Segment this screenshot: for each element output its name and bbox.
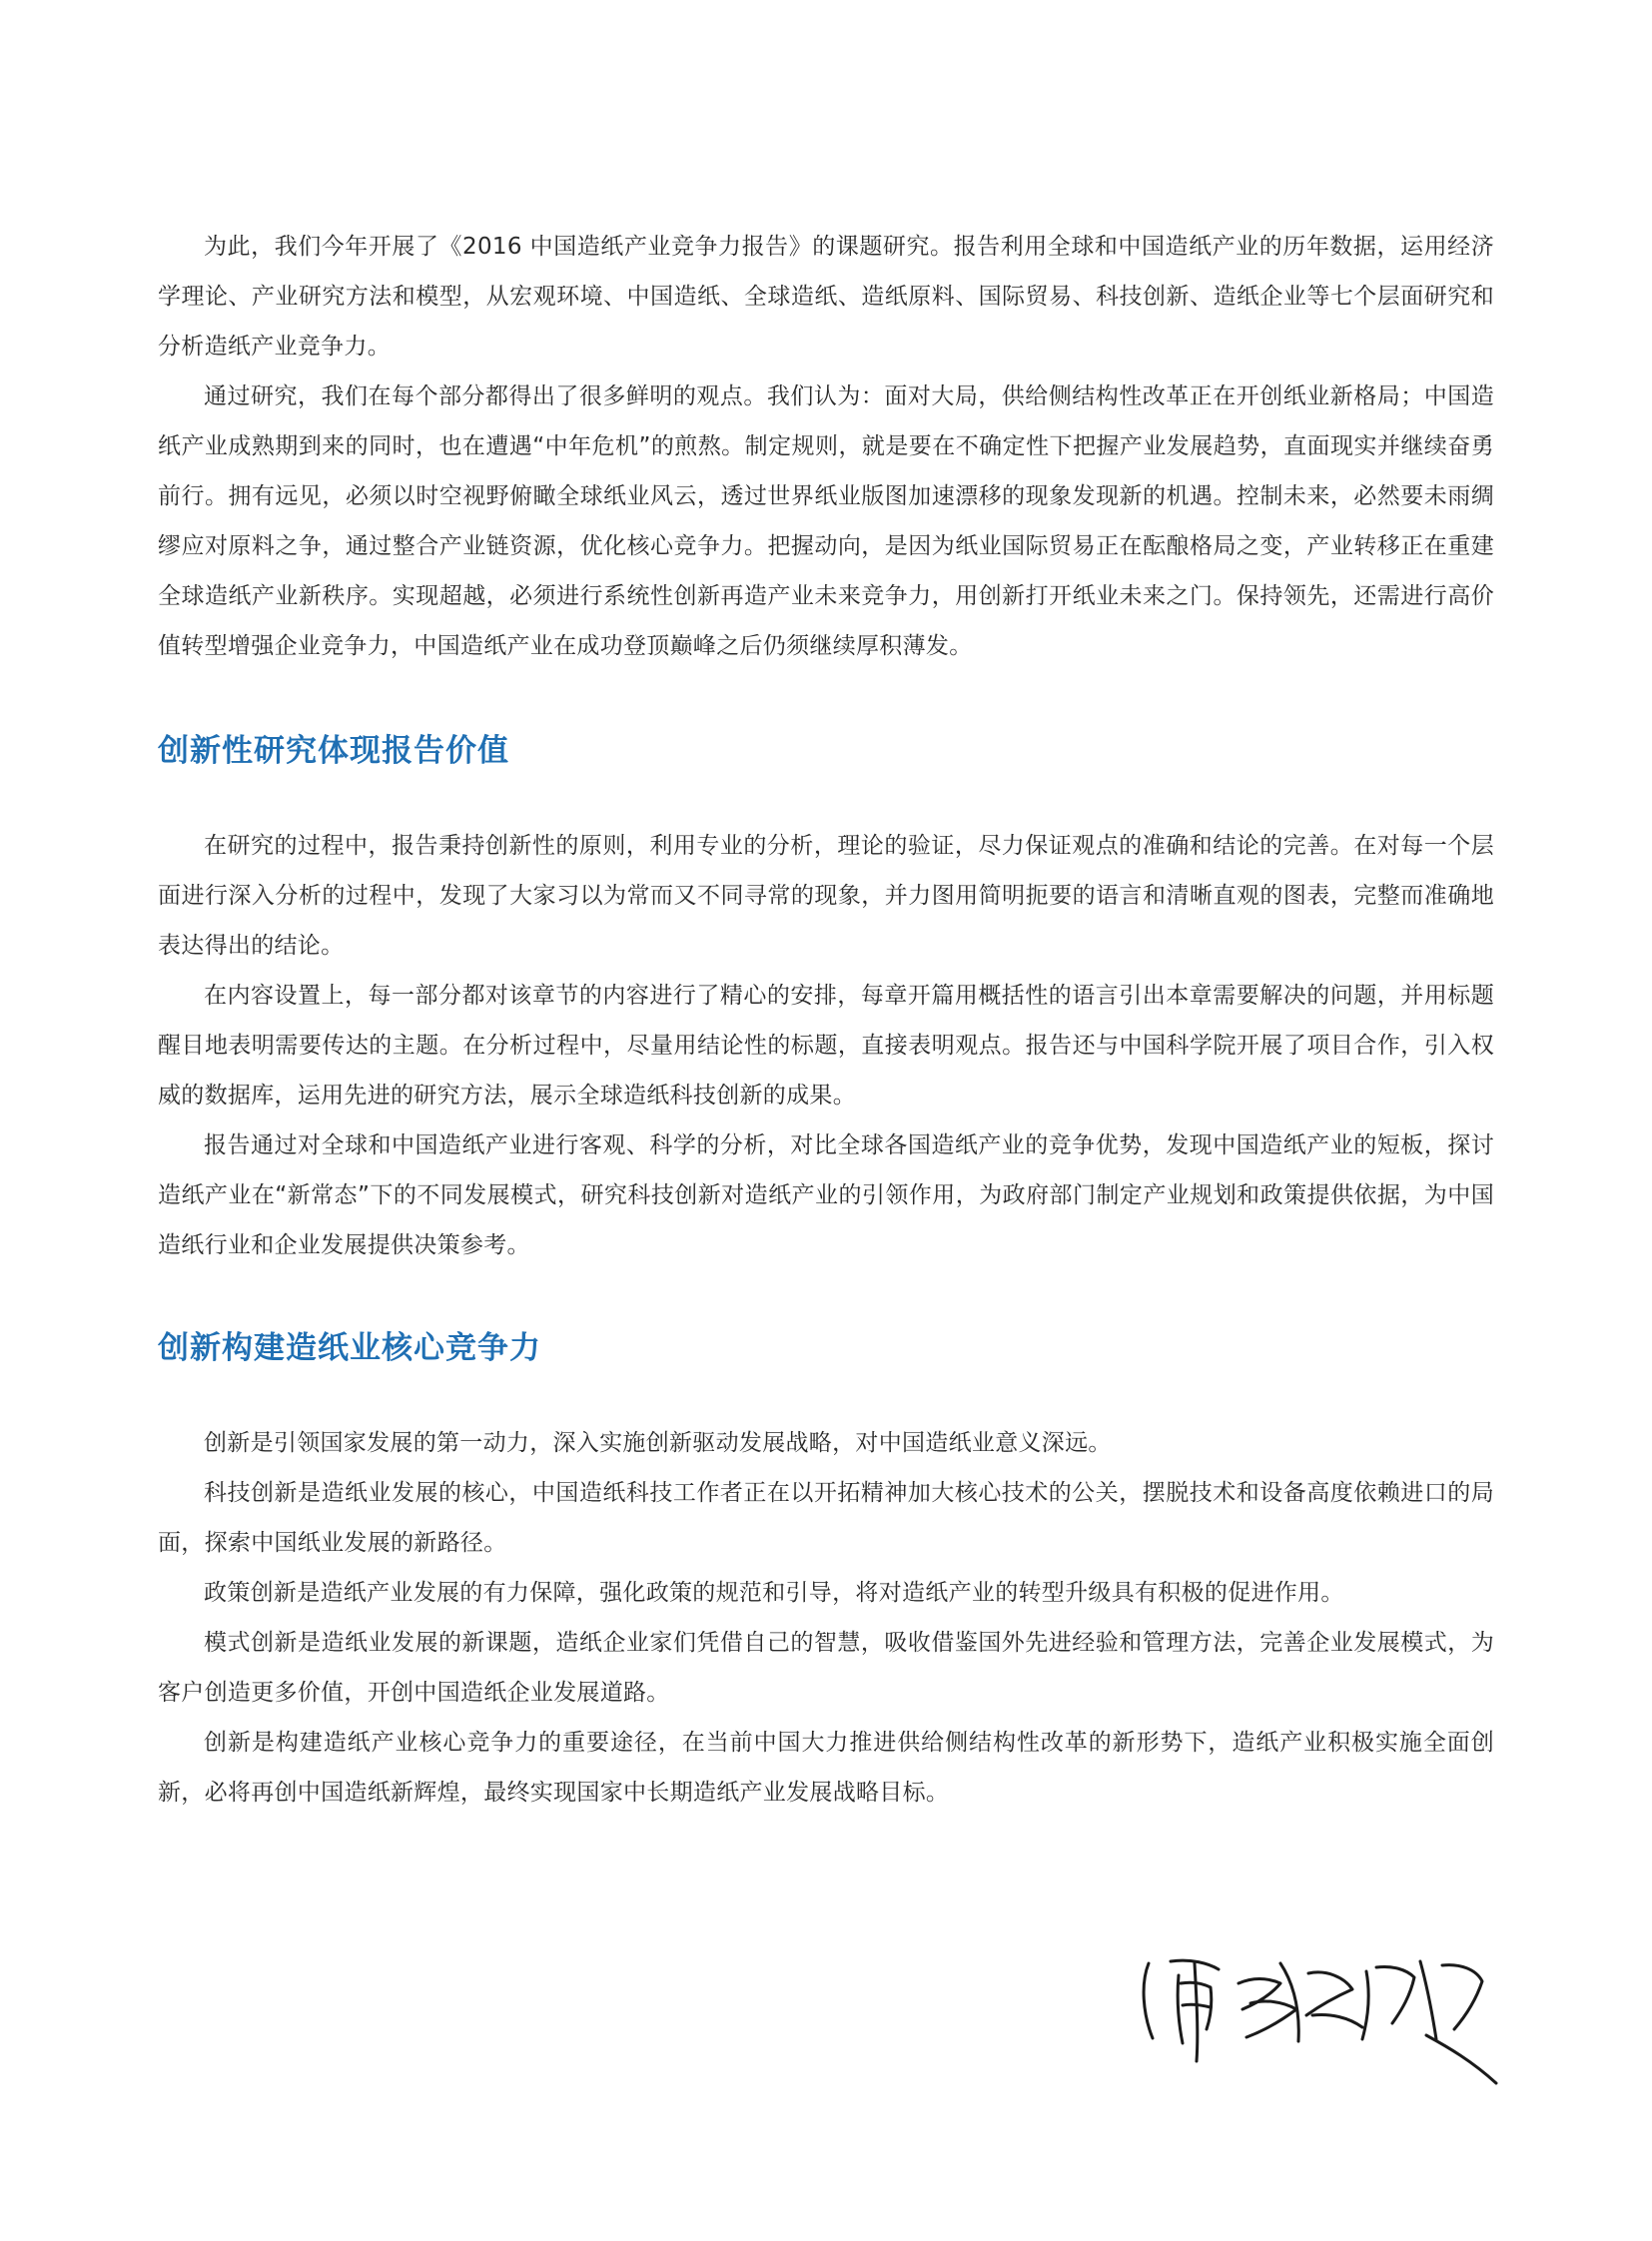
paragraph: 模式创新是造纸业发展的新课题，造纸企业家们凭借自己的智慧，吸收借鉴国外先进经验和管理方法，完善企业发展模式，为客户创造更多价值，开创中国造纸企业发展道路。 — [158, 1630, 1494, 1706]
intro-section — [158, 222, 1494, 671]
paragraph: 创新是构建造纸产业核心竞争力的重要途径，在当前中国大力推进供给侧结构性改革的新形势下，造纸产业积极实施全面创新，必将再创中国造纸新辉煌，最终实现国家中长期造纸产业发展战略目标。 — [158, 1730, 1494, 1806]
paragraph: 创新是引领国家发展的第一动力，深入实施创新驱动发展战略，对中国造纸业意义深远。 — [204, 1430, 1112, 1456]
paragraph: 在研究的过程中，报告秉持创新性的原则，利用专业的分析，理论的验证，尽力保证观点的准确和结论的完善。在对每一个层面进行深入分析的过程中，发现了大家习以为常而又不同寻常的现象，并力图用简明扼要的语言和清晰直观的图表，完整而准确地表达得出的结论。 — [158, 833, 1494, 959]
section-heading-core-competitiveness: 创新构建造纸业核心竞争力 — [158, 1330, 541, 1366]
section-heading-report-value: 创新性研究体现报告价值 — [158, 733, 509, 769]
paragraph: 为此，我们今年开展了《2016 中国造纸产业竞争力报告》的课题研究。报告利用全球和中国造纸产业的历年数据，运用经济学理论、产业研究方法和模型，从宏观环境、中国造纸、全球造纸、造纸原料、国际贸易、科技创新、造纸企业等七个层面研究和分析造纸产业竞争力。 — [158, 234, 1494, 360]
core-competitiveness-section — [158, 1418, 1494, 1818]
report-value-section — [158, 821, 1494, 1270]
paragraph: 政策创新是造纸产业发展的有力保障，强化政策的规范和引导，将对造纸产业的转型升级具有积极的促进作用。 — [204, 1580, 1344, 1606]
paragraph: 科技创新是造纸业发展的核心，中国造纸科技工作者正在以开拓精神加大核心技术的公关，摆脱技术和设备高度依赖进口的局面，探索中国纸业发展的新路径。 — [158, 1480, 1494, 1556]
paragraph: 通过研究，我们在每个部分都得出了很多鲜明的观点。我们认为：面对大局，供给侧结构性改革正在开创纸业新格局；中国造纸产业成熟期到来的同时，也在遭遇“中年危机”的煎熬。制定规则，就是要在不确定性下把握产业发展趋势，直面现实并继续奋勇前行。拥有远见，必须以时空视野俯瞰全球纸业风云，透过世界纸业版图加速漂移的现象发现新的机遇。控制未来，必然要未雨绸缪应对原料之争，通过整合产业链资源，优化核心竞争力。把握动向，是因为纸业国际贸易正在酝酿格局之变，产业转移正在重建全球造纸产业新秩序。实现超越，必须进行系统性创新再造产业未来竞争力，用创新打开纸业未来之门。保持领先，还需进行高价值转型增强企业竞争力，中国造纸产业在成功登顶巅峰之后仍须继续厚积薄发。 — [158, 383, 1494, 659]
paragraph: 报告通过对全球和中国造纸产业进行客观、科学的分析，对比全球各国造纸产业的竞争优势，发现中国造纸产业的短板，探讨造纸产业在“新常态”下的不同发展模式，研究科技创新对造纸产业的引领作用，为政府部门制定产业规划和政策提供依据，为中国造纸行业和企业发展提供决策参考。 — [158, 1132, 1494, 1258]
paragraph: 在内容设置上，每一部分都对该章节的内容进行了精心的安排，每章开篇用概括性的语言引出本章需要解决的问题，并用标题醒目地表明需要传达的主题。在分析过程中，尽量用结论性的标题，直接表明观点。报告还与中国科学院开展了项目合作，引入权威的数据库，运用先进的研究方法，展示全球造纸科技创新的成果。 — [158, 983, 1494, 1109]
handwritten-signature-icon — [1131, 1943, 1510, 2093]
